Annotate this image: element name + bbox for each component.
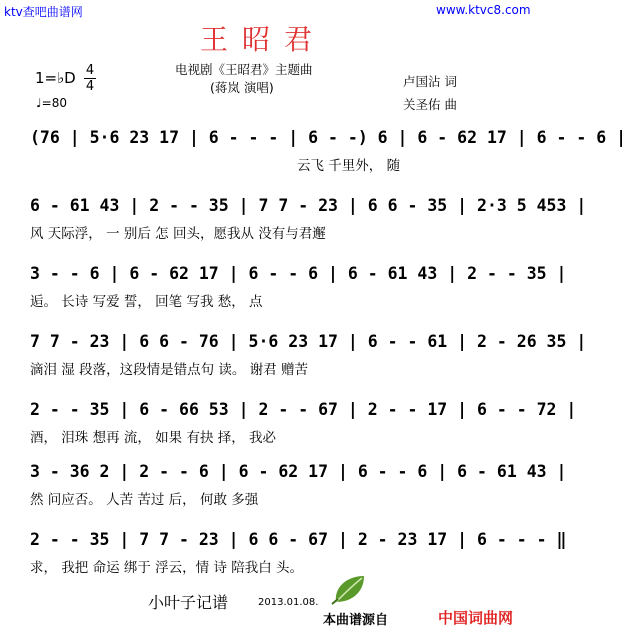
notes-line-6: 3 - 36 2 | 2 - - 6 | 6 - 62 17 | 6 - - 6 | 6 - 61 43 |	[30, 462, 567, 481]
watermark-left: ktv查吧曲谱网	[4, 5, 83, 19]
source-label: 本曲谱源自	[323, 613, 389, 628]
notes-line-5: 2 - - 35 | 6 - 66 53 | 2 - - 67 | 2 - - 17 | 6 - - 72 |	[30, 400, 577, 419]
composer: 关圣佑 曲	[403, 97, 457, 112]
lyrics-line-1: 云飞 千里外， 随	[297, 158, 401, 174]
leaf-icon	[330, 572, 370, 606]
notes-line-3: 3 - - 6 | 6 - 62 17 | 6 - - 6 | 6 - 61 43 | 2 - - 35 |	[30, 264, 567, 283]
tempo-mark: ♩=80	[36, 96, 67, 110]
song-subtitle: 电视剧《王昭君》主题曲	[175, 62, 313, 77]
notes-line-1: (76 | 5·6 23 17 | 6 - - - | 6 - -) 6 | 6 - 62 17 | 6 - - 6 |	[30, 128, 626, 147]
time-numerator: 4	[85, 63, 95, 78]
lyrics-line-3: 逅。 长诗 写爱 誓， 回笔 写我 愁， 点	[30, 294, 263, 310]
watermark-right: www.ktvc8.com	[436, 3, 531, 17]
lyrics-line-5: 酒， 泪珠 想再 流， 如果 有抉 择， 我必	[30, 430, 277, 446]
notes-line-4: 7 7 - 23 | 6 6 - 76 | 5·6 23 17 | 6 - - 61 | 2 - 26 35 |	[30, 332, 587, 351]
lyrics-line-4: 滴泪 湿 段落，这段情是错点句 读。 谢君 赠苦	[30, 362, 308, 378]
record-date: 2013.01.08.	[258, 597, 319, 608]
time-denominator: 4	[85, 79, 95, 94]
notes-line-2: 6 - 61 43 | 2 - - 35 | 7 7 - 23 | 6 6 - 35 | 2·3 5 453 |	[30, 196, 587, 215]
lyrics-line-2: 风 天际浮， 一 别后 怎 回头，愿我从 没有与君邂	[30, 226, 326, 242]
source-site[interactable]: 中国词曲网	[438, 609, 514, 627]
key-signature: 1=♭D	[35, 69, 76, 87]
lyrics-line-6: 然 问应否。 人苦 苦过 后， 何敢 多强	[30, 492, 259, 508]
song-title: 王昭君	[200, 23, 327, 56]
lyricist: 卢国沾 词	[403, 74, 457, 89]
time-signature	[84, 64, 96, 93]
notes-line-7: 2 - - 35 | 7 7 - 23 | 6 6 - 67 | 2 - 23 17 | 6 - - - ‖	[30, 530, 567, 549]
recorder-signature: 小叶子记谱	[148, 593, 229, 612]
performers: (蒋岚 演唱)	[210, 80, 274, 95]
lyrics-line-7: 求， 我把 命运 绑于 浮云，情 诗 陪我白 头。	[30, 560, 304, 576]
